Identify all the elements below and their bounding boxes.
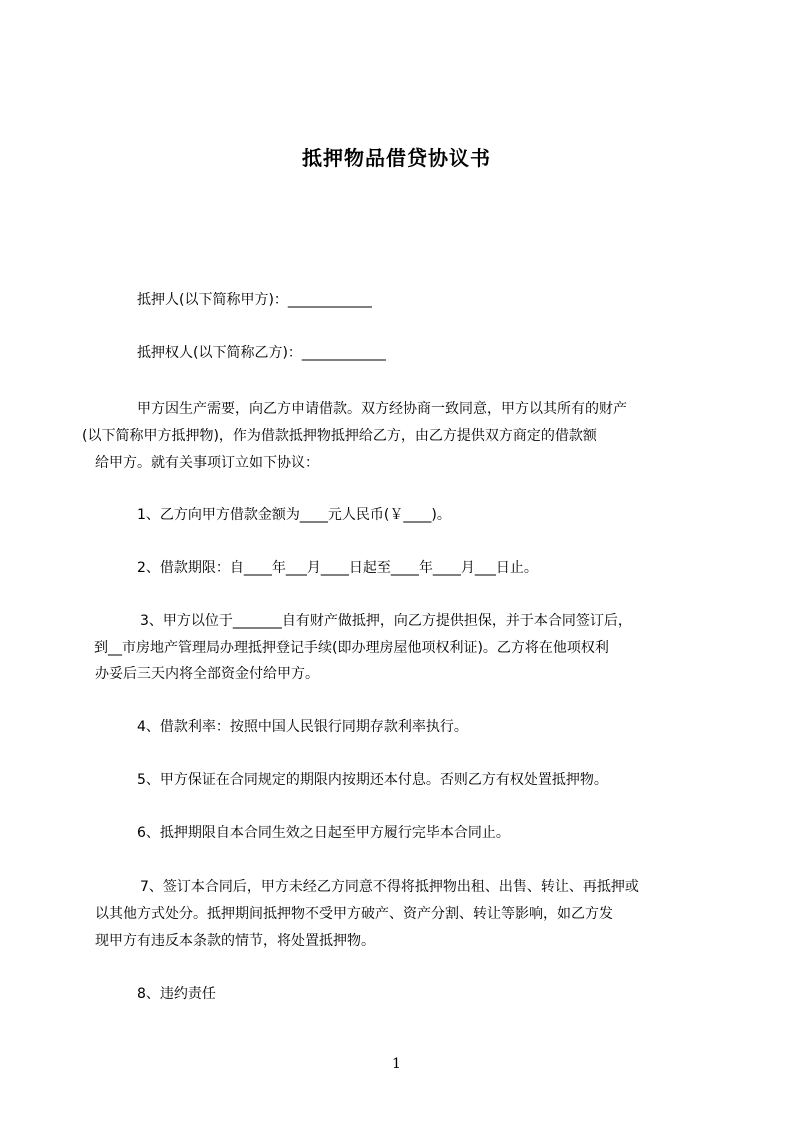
clause-3-line-2: 到__市房地产管理局办理抵押登记手续(即办理房屋他项权利证)。乙方将在他项权利 [94, 640, 609, 656]
intro-line-1: 甲方因生产需要，向乙方申请借款。双方经协商一致同意，甲方以其所有的财产 [137, 401, 627, 417]
clause-3-line-1: 3、甲方以位于_______自有财产做抵押，向乙方提供担保，并于本合同签订后， [140, 613, 632, 629]
clause-3-line-3: 办妥后三天内将全部资金付给甲方。 [95, 666, 319, 682]
clause-7-line-2: 以其他方式处分。抵押期间抵押物不受甲方破产、资产分割、转让等影响，如乙方发 [95, 906, 613, 922]
clause-7-line-1: 7、签订本合同后，甲方未经乙方同意不得将抵押物出租、出售、转让、再抵押或 [140, 879, 639, 895]
pledgor-line: 抵押人(以下简称甲方)：____________ [137, 292, 372, 308]
document-title: 抵押物品借贷协议书 [302, 146, 491, 170]
clause-5: 5、甲方保证在合同规定的期限内按期还本付息。否则乙方有权处置抵押物。 [137, 772, 608, 788]
clause-1: 1、乙方向甲方借款金额为____元人民币(￥____)。 [137, 507, 451, 523]
intro-line-3: 给甲方。就有关事项订立如下协议： [95, 455, 319, 471]
clause-8: 8、违约责任 [137, 986, 216, 1002]
clause-6: 6、抵押期限自本合同生效之日起至甲方履行完毕本合同止。 [137, 825, 510, 841]
pledgee-line: 抵押权人(以下简称乙方)：____________ [137, 345, 386, 361]
clause-2: 2、借款期限：自____年___月____日起至____年____月___日止。 [137, 560, 538, 576]
clause-7-line-3: 现甲方有违反本条款的情节，将处置抵押物。 [95, 933, 375, 949]
clause-4: 4、借款利率：按照中国人民银行同期存款利率执行。 [137, 719, 468, 735]
intro-line-2: (以下简称甲方抵押物)，作为借款抵押物抵押给乙方，由乙方提供双方商定的借款额 [82, 428, 597, 444]
page-number: 1 [392, 1056, 401, 1072]
